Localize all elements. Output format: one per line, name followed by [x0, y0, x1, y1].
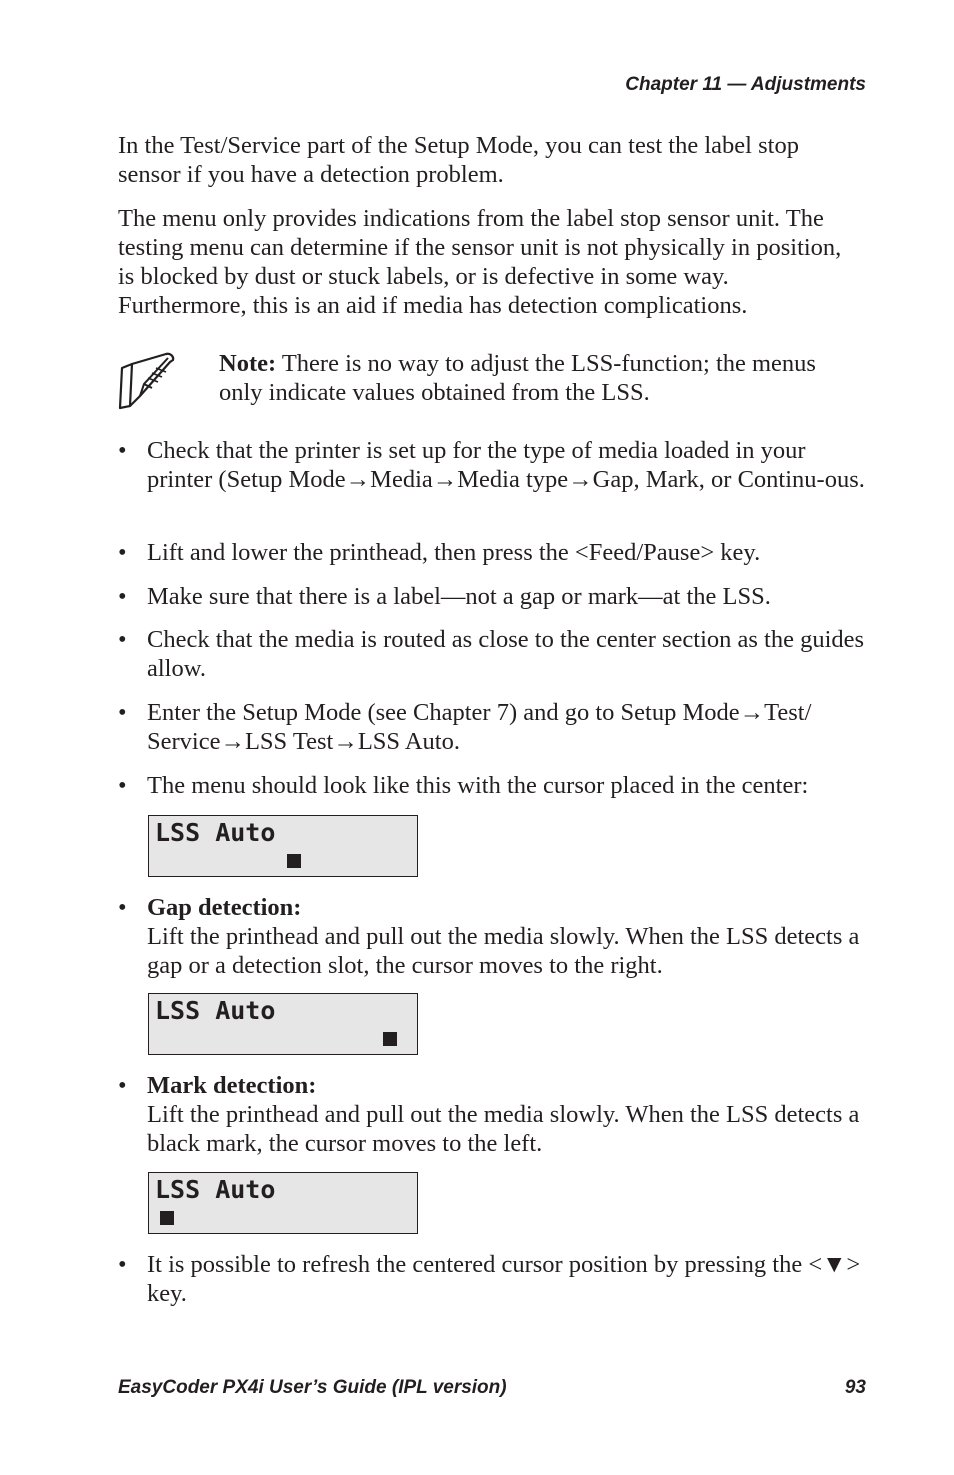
lcd-line: LSS Auto — [155, 818, 276, 847]
bullet-marker: • — [118, 772, 127, 799]
bullet-text: Check that the printer is set up for the type of media loaded in your printer (Setup Mode→Media→Media type→Gap, Mark, or Continu-ous. — [147, 437, 865, 493]
lcd-line: LSS Auto — [155, 1175, 276, 1204]
note-text — [219, 349, 859, 407]
bullet-text — [147, 893, 868, 980]
bullet-marker: • — [118, 699, 127, 726]
bullet-text: Make sure that there is a label—not a gap or mark—at the LSS. — [147, 583, 771, 610]
intro-paragraph-1: In the Test/Service part of the Setup Mode, you can test the label stop sensor if you have a detection problem. — [118, 132, 799, 188]
bullet-marker: • — [118, 626, 127, 653]
lcd-cursor — [160, 1211, 174, 1225]
bullet-text: Check that the media is routed as close to the center section as the guides allow. — [147, 626, 865, 682]
running-header: Chapter 11 — Adjustments — [625, 74, 866, 95]
bullet-text: It is possible to refresh the centered cursor position by pressing the <▼> key. — [147, 1251, 861, 1307]
bullet-marker: • — [118, 539, 127, 566]
lcd-display-center — [148, 815, 418, 877]
intro-paragraph-2: The menu only provides indications from the label stop sensor unit. The testing menu can determine if the sensor unit is not physically in position, is blocked by dust or stuck labels, or is defective in some way. Furthermore, this is an aid if media has detection complications. — [118, 205, 842, 319]
mark-detection-title: Mark detection: — [147, 1072, 317, 1099]
gap-detection-text: Lift the printhead and pull out the media slowly. When the LSS detects a gap or a detection slot, the cursor moves to the right. — [147, 923, 860, 979]
page-number: 93 — [844, 1377, 866, 1398]
footer-title: EasyCoder PX4i User’s Guide (IPL version) — [118, 1377, 507, 1398]
bullet-marker: • — [118, 437, 127, 464]
bullet-marker: • — [118, 894, 127, 921]
bullet-text: Lift and lower the printhead, then press the <Feed/Pause> key. — [147, 539, 761, 566]
bullet-marker: • — [118, 1251, 127, 1278]
bullet-text — [147, 1071, 868, 1158]
bullet-marker: • — [118, 583, 127, 610]
bullet-text: Enter the Setup Mode (see Chapter 7) and go to Setup Mode→Test/ Service→LSS Test→LSS Auto. — [147, 699, 812, 755]
note-body: There is no way to adjust the LSS-function; the menus only indicate values obtained from the LSS. — [219, 350, 816, 406]
note-pencil-icon — [118, 350, 178, 410]
gap-detection-title: Gap detection: — [147, 894, 302, 921]
bullet-text: The menu should look like this with the cursor placed in the center: — [147, 772, 809, 799]
lcd-cursor — [287, 854, 301, 868]
lcd-display-right — [148, 993, 418, 1055]
lcd-display-left — [148, 1172, 418, 1234]
bullet-marker: • — [118, 1072, 127, 1099]
lcd-line: LSS Auto — [155, 996, 276, 1025]
note-label: Note: — [219, 350, 277, 377]
mark-detection-text: Lift the printhead and pull out the media slowly. When the LSS detects a black mark, the cursor moves to the left. — [147, 1101, 860, 1157]
lcd-cursor — [383, 1032, 397, 1046]
